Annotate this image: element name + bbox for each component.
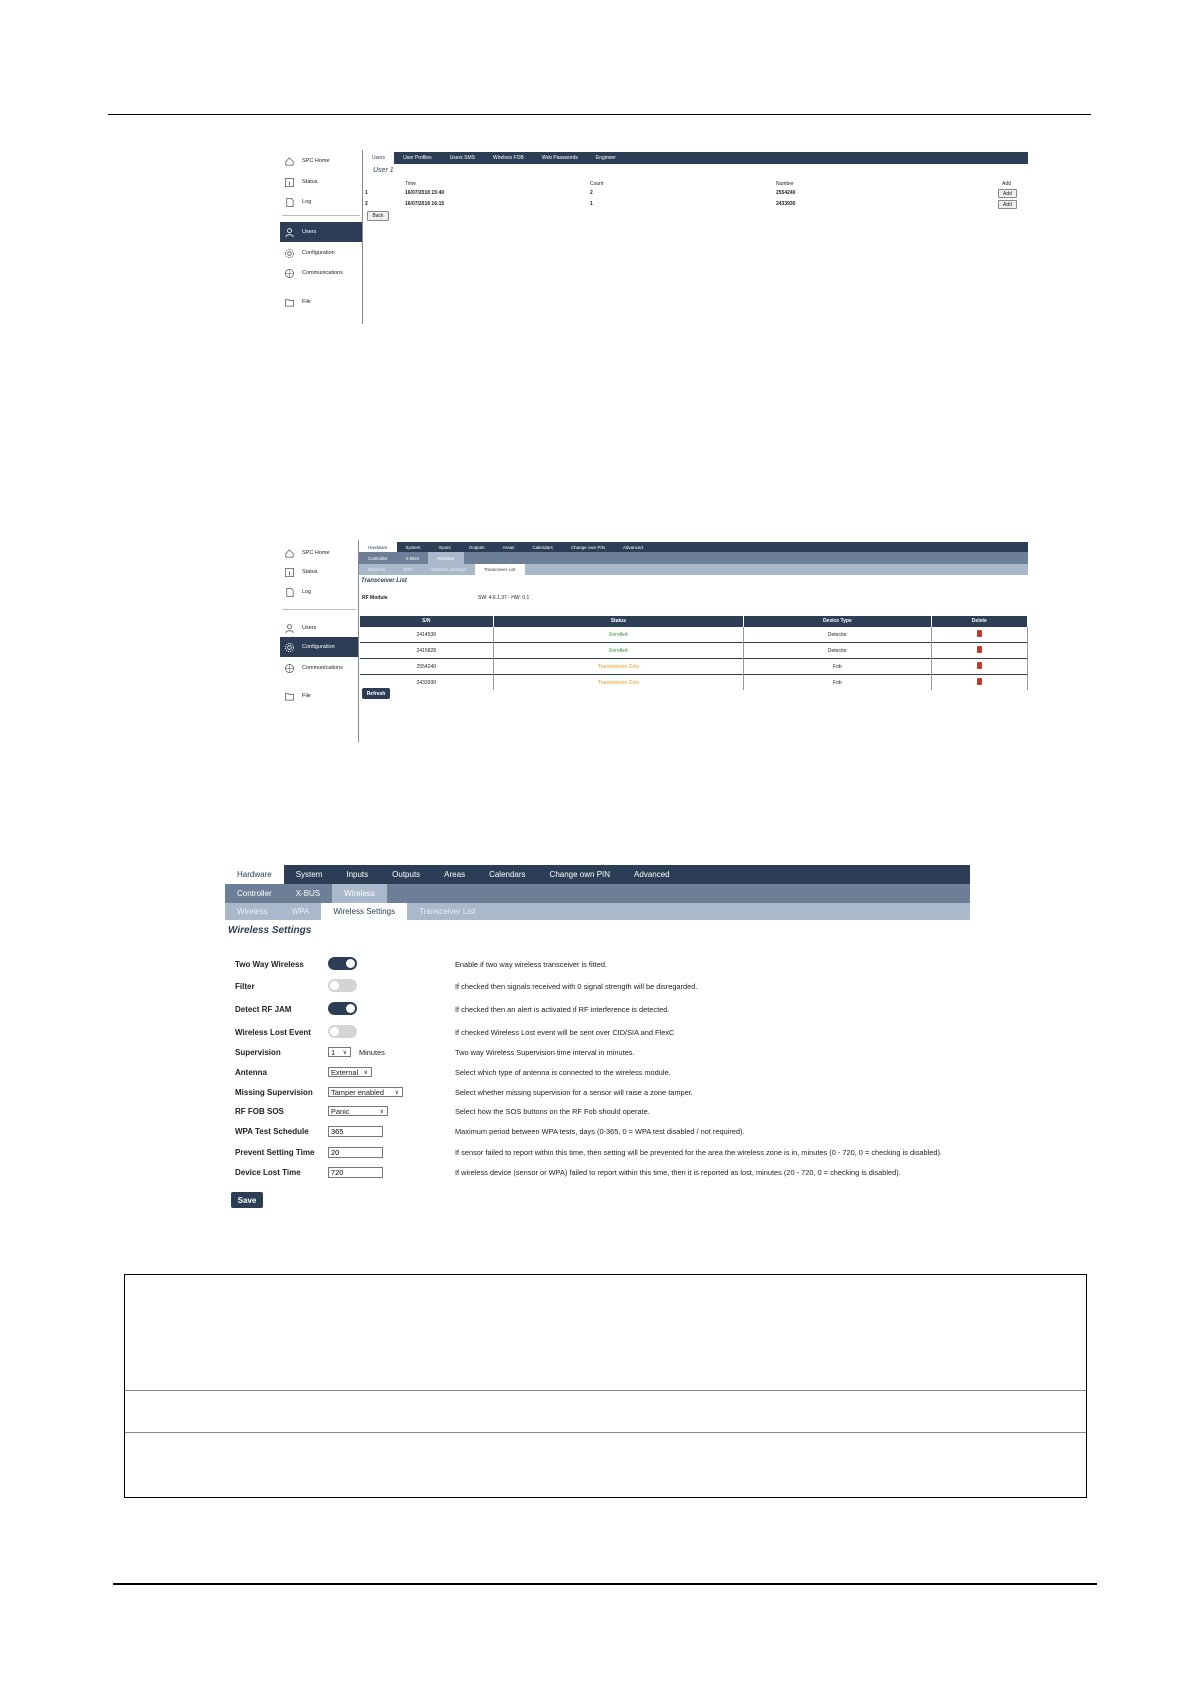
users-icon [283,226,296,239]
transceiver-screenshot [280,540,1028,742]
tab-users-sms[interactable]: Users SMS [449,155,475,161]
file-icon [283,296,296,309]
configuration-icon [283,247,296,260]
field-label-missing-supervision: Missing Supervision [235,1088,313,1097]
device-type-cell: Fob [744,659,932,675]
sidebar-item-label: Communications [302,665,343,671]
status-icon [283,176,296,189]
tab-inputs[interactable]: Inputs [346,870,369,879]
wireless-settings-screenshot [223,865,971,1215]
save-button[interactable]: Save [231,1192,263,1208]
device-lost-time-input[interactable] [328,1167,383,1178]
spc-home-icon [283,547,296,560]
table-row [360,659,1028,675]
tab-wireless[interactable]: Wireless [237,907,268,916]
select-value: External [331,1067,359,1077]
status-cell: Enrolled [493,627,743,643]
tab-x-bus[interactable]: X-BUS [405,555,420,561]
users-icon [283,622,296,635]
device-type-cell: Fob [744,675,932,691]
page-title: Transceiver List [361,578,407,584]
field-description: If checked Wireless Lost event will be sent over CID/SIA and FlexC [455,1028,675,1037]
chevron-down-icon: ∨ [394,1090,399,1096]
tab-x-bus[interactable]: X-BUS [295,889,321,898]
prevent-setting-time-input[interactable] [328,1147,383,1158]
column-header: Time [405,181,416,187]
tab-transceiver-list[interactable]: Transceiver List [419,907,476,916]
users-screenshot [280,150,1028,324]
sidebar-item-status[interactable] [280,562,358,582]
tab-wireless-settings[interactable]: Wireless Settings [321,903,407,920]
field-description: Enable if two way wireless transceiver is fitted. [455,960,607,969]
tab-wireless-settings[interactable]: Wireless Settings [431,567,466,572]
table-cell: 1 [365,190,368,196]
chevron-down-icon: ∨ [379,1109,384,1115]
column-header: Count [590,181,604,187]
sidebar-item-log[interactable] [280,582,358,602]
sidebar-divider [282,215,360,216]
communications-icon [283,662,296,675]
serial-number-cell: 2415828 [360,643,493,659]
tab-outputs[interactable]: Outputs [392,870,421,879]
tab-areas[interactable]: Areas [444,870,466,879]
serial-number-cell: 2414538 [360,627,493,643]
wireless-lost-event-toggle[interactable] [328,1025,357,1038]
top-rule [108,114,1091,115]
field-description: Maximum period between WPA tests, days (0-365, 0 = WPA test disabled / not required). [455,1127,745,1136]
antenna-select[interactable] [328,1067,372,1077]
bottom-rule [113,1583,1097,1585]
chevron-down-icon: ∨ [363,1070,368,1076]
sidebar-item-users[interactable] [280,618,358,638]
delete-cell [931,643,1027,659]
trash-icon[interactable] [977,662,982,669]
sidebar-item-label: Configuration [302,250,335,256]
refresh-button[interactable]: Refresh [362,688,390,699]
table-cell: 2554240 [776,190,796,196]
status-cell: Transmission Only [493,675,743,691]
table-row [360,627,1028,643]
row-divider [125,1432,1086,1433]
table-cell: 2433930 [776,201,796,207]
sidebar-item-label: Users [302,625,317,631]
field-description: Select which type of antenna is connected to the wireless module. [455,1068,671,1077]
serial-number-cell: 2433930 [360,675,493,691]
configuration-icon [283,641,296,654]
device-type-cell: Detector [744,627,932,643]
field-description: Select how the SOS buttons on the RF Fob should operate. [455,1107,650,1116]
tab-change-own-pin[interactable]: Change own PIN [570,544,605,550]
sidebar-divider [282,609,356,610]
tab-areas[interactable]: Areas [502,544,515,550]
field-description: If checked then an alert is activated if RF interference is detected. [455,1005,670,1014]
add-button[interactable]: Add [998,189,1017,198]
add-button[interactable]: Add [998,200,1017,209]
status-icon [283,566,296,579]
delete-cell [931,675,1027,691]
unit-label: Minutes [359,1048,385,1057]
spc-home-icon [283,155,296,168]
trash-icon[interactable] [977,646,982,653]
tab-wireless[interactable]: Wireless [368,567,386,572]
field-label-detect-rf-jam: Detect RF JAM [235,1005,292,1014]
wpa-test-schedule-input[interactable] [328,1126,383,1137]
sidebar-item-label: Communications [302,270,343,276]
delete-cell [931,627,1027,643]
sidebar-item-label: Users [302,229,317,235]
file-icon [283,690,296,703]
field-label-two-way-wireless: Two Way Wireless [235,960,304,969]
field-label-filter: Filter [235,982,255,991]
toggle-knob [330,1027,339,1036]
toggle-knob [346,1004,355,1013]
sidebar-item-communications[interactable] [280,658,358,678]
sub-tabs [359,552,1028,564]
trash-icon[interactable] [977,678,982,685]
communications-icon [283,267,296,280]
sidebar-item-label: File [302,693,311,699]
sidebar-item-communications[interactable] [280,263,362,283]
tab-wireless[interactable]: Wireless [428,552,463,564]
tab-wpa[interactable]: WPA [403,567,414,572]
tab-system[interactable]: System [295,870,323,879]
column-header: Status [493,616,743,627]
field-description: If checked then signals received with 0 signal strength will be disregarded. [455,982,698,991]
rf-module-label: RF Module [362,595,388,601]
toggle-knob [330,981,339,990]
log-icon [283,586,296,599]
sidebar-item-label: Configuration [302,644,335,650]
table-cell: 2 [365,201,368,207]
back-button[interactable]: Back [367,211,389,221]
field-label-rf-fob-sos: RF FOB SOS [235,1107,284,1116]
field-label-prevent-setting-time: Prevent Setting Time [235,1148,315,1157]
tab-transceiver-list[interactable]: Transceiver List [475,564,525,575]
page-title: Wireless Settings [228,925,312,936]
tab-wireless-fob[interactable]: Wireless FOB [492,155,524,161]
field-label-wpa-test-schedule: WPA Test Schedule [235,1127,309,1136]
sub-tabs-2 [225,903,970,920]
sidebar-item-label: Log [302,199,312,205]
tab-calendars[interactable]: Calendars [532,544,553,550]
filter-toggle[interactable] [328,979,357,992]
tab-system[interactable]: System [405,544,421,550]
select-value: 1 [331,1047,336,1057]
field-description: Select whether missing supervision for a sensor will raise a zone tamper. [455,1088,693,1097]
field-label-supervision: Supervision [235,1048,281,1057]
tab-web-passwords[interactable]: Web Passwords [541,155,578,161]
main-tabs [359,542,1028,552]
sidebar-item-label: SPC Home [302,158,330,164]
main-tabs [225,865,970,884]
column-header: Delete [931,616,1027,627]
two-way-wireless-toggle[interactable] [328,957,357,970]
tab-inputs[interactable]: Inputs [438,544,451,550]
table-cell: 1 [590,201,593,207]
sidebar-item-label: Status [302,179,318,185]
detect-rf-jam-toggle[interactable] [328,1002,357,1015]
toggle-knob [346,959,355,968]
sidebar-item-log[interactable] [280,192,362,212]
field-description: If sensor failed to report within this time, then setting will be prevented for the area the wireless zone is in, minutes (0 - 720, 0 = checking is disabled). [455,1148,943,1157]
sidebar-item-file[interactable] [280,686,358,706]
serial-number-cell: 2554240 [360,659,493,675]
sidebar-item-spc-home[interactable] [280,543,358,563]
sub-tabs-2 [359,564,1028,575]
trash-icon[interactable] [977,630,982,637]
tab-advanced[interactable]: Advanced [622,544,643,550]
column-header: Number [776,181,794,187]
sub-tabs [225,884,970,903]
tab-advanced[interactable]: Advanced [634,870,670,879]
sidebar-item-label: SPC Home [302,550,330,556]
table-cell: 16/07/2018 15:40 [405,190,445,196]
status-cell: Enrolled [493,643,743,659]
chevron-down-icon: ∨ [342,1050,347,1056]
table-cell: 2 [590,190,593,196]
select-value: Tamper enabled [331,1087,385,1097]
sidebar-item-label: Log [302,589,312,595]
device-type-cell: Detector [744,643,932,659]
empty-note-table [124,1274,1087,1498]
tab-wireless[interactable]: Wireless [332,884,387,903]
tab-user-profiles[interactable]: User Profiles [403,155,432,161]
field-label-wireless-lost-event: Wireless Lost Event [235,1028,311,1037]
table-cell: 16/07/2018 16:15 [405,201,445,207]
missing-supervision-select[interactable] [328,1087,403,1097]
rf-fob-sos-select[interactable] [328,1106,388,1116]
select-value: Panic [331,1106,350,1116]
tab-users[interactable]: Users [363,152,394,164]
delete-cell [931,659,1027,675]
column-header: S/N [360,616,493,627]
tab-outputs[interactable]: Outputs [468,544,485,550]
sidebar-item-label: Status [302,569,318,575]
sidebar-item-configuration[interactable] [280,243,362,263]
tab-engineer[interactable]: Engineer [595,155,616,161]
sidebar-item-label: File [302,299,311,305]
field-label-antenna: Antenna [235,1068,267,1077]
column-header: Add [1002,181,1011,187]
field-description: Two way Wireless Supervision time interval in minutes. [455,1048,635,1057]
column-header: Device Type [744,616,932,627]
supervision-select[interactable] [328,1047,351,1057]
table-row [360,643,1028,659]
transceiver-table [360,616,1028,690]
main-tabs [363,152,1028,164]
tab-wpa[interactable]: WPA [291,907,310,916]
tab-controller[interactable]: Controller [237,889,272,898]
tab-hardware[interactable]: Hardware [359,542,397,552]
tab-calendars[interactable]: Calendars [489,870,526,879]
sidebar-item-file[interactable] [280,292,362,312]
tab-controller[interactable]: Controller [368,555,388,561]
sidebar-item-status[interactable] [280,172,362,192]
rf-module-value: SW: 4.6.1.37 - HW: 0.1 [478,595,530,601]
tab-hardware[interactable]: Hardware [225,865,284,884]
status-cell: Transmission Only [493,659,743,675]
table-header-row [360,616,1028,627]
field-description: If wireless device (sensor or WPA) failed to report within this time, then it is reported as lost, minutes (20 - 720, 0 = checking is disabled). [455,1168,901,1177]
field-label-device-lost-time: Device Lost Time [235,1168,301,1177]
page-title: User 1 [373,167,394,174]
row-divider [125,1390,1086,1391]
sidebar-item-spc-home[interactable] [280,151,362,171]
log-icon [283,196,296,209]
sidebar-item-configuration[interactable] [280,637,358,657]
sidebar-item-users[interactable] [280,222,362,242]
tab-change-own-pin[interactable]: Change own PIN [549,870,611,879]
table-row [360,675,1028,691]
